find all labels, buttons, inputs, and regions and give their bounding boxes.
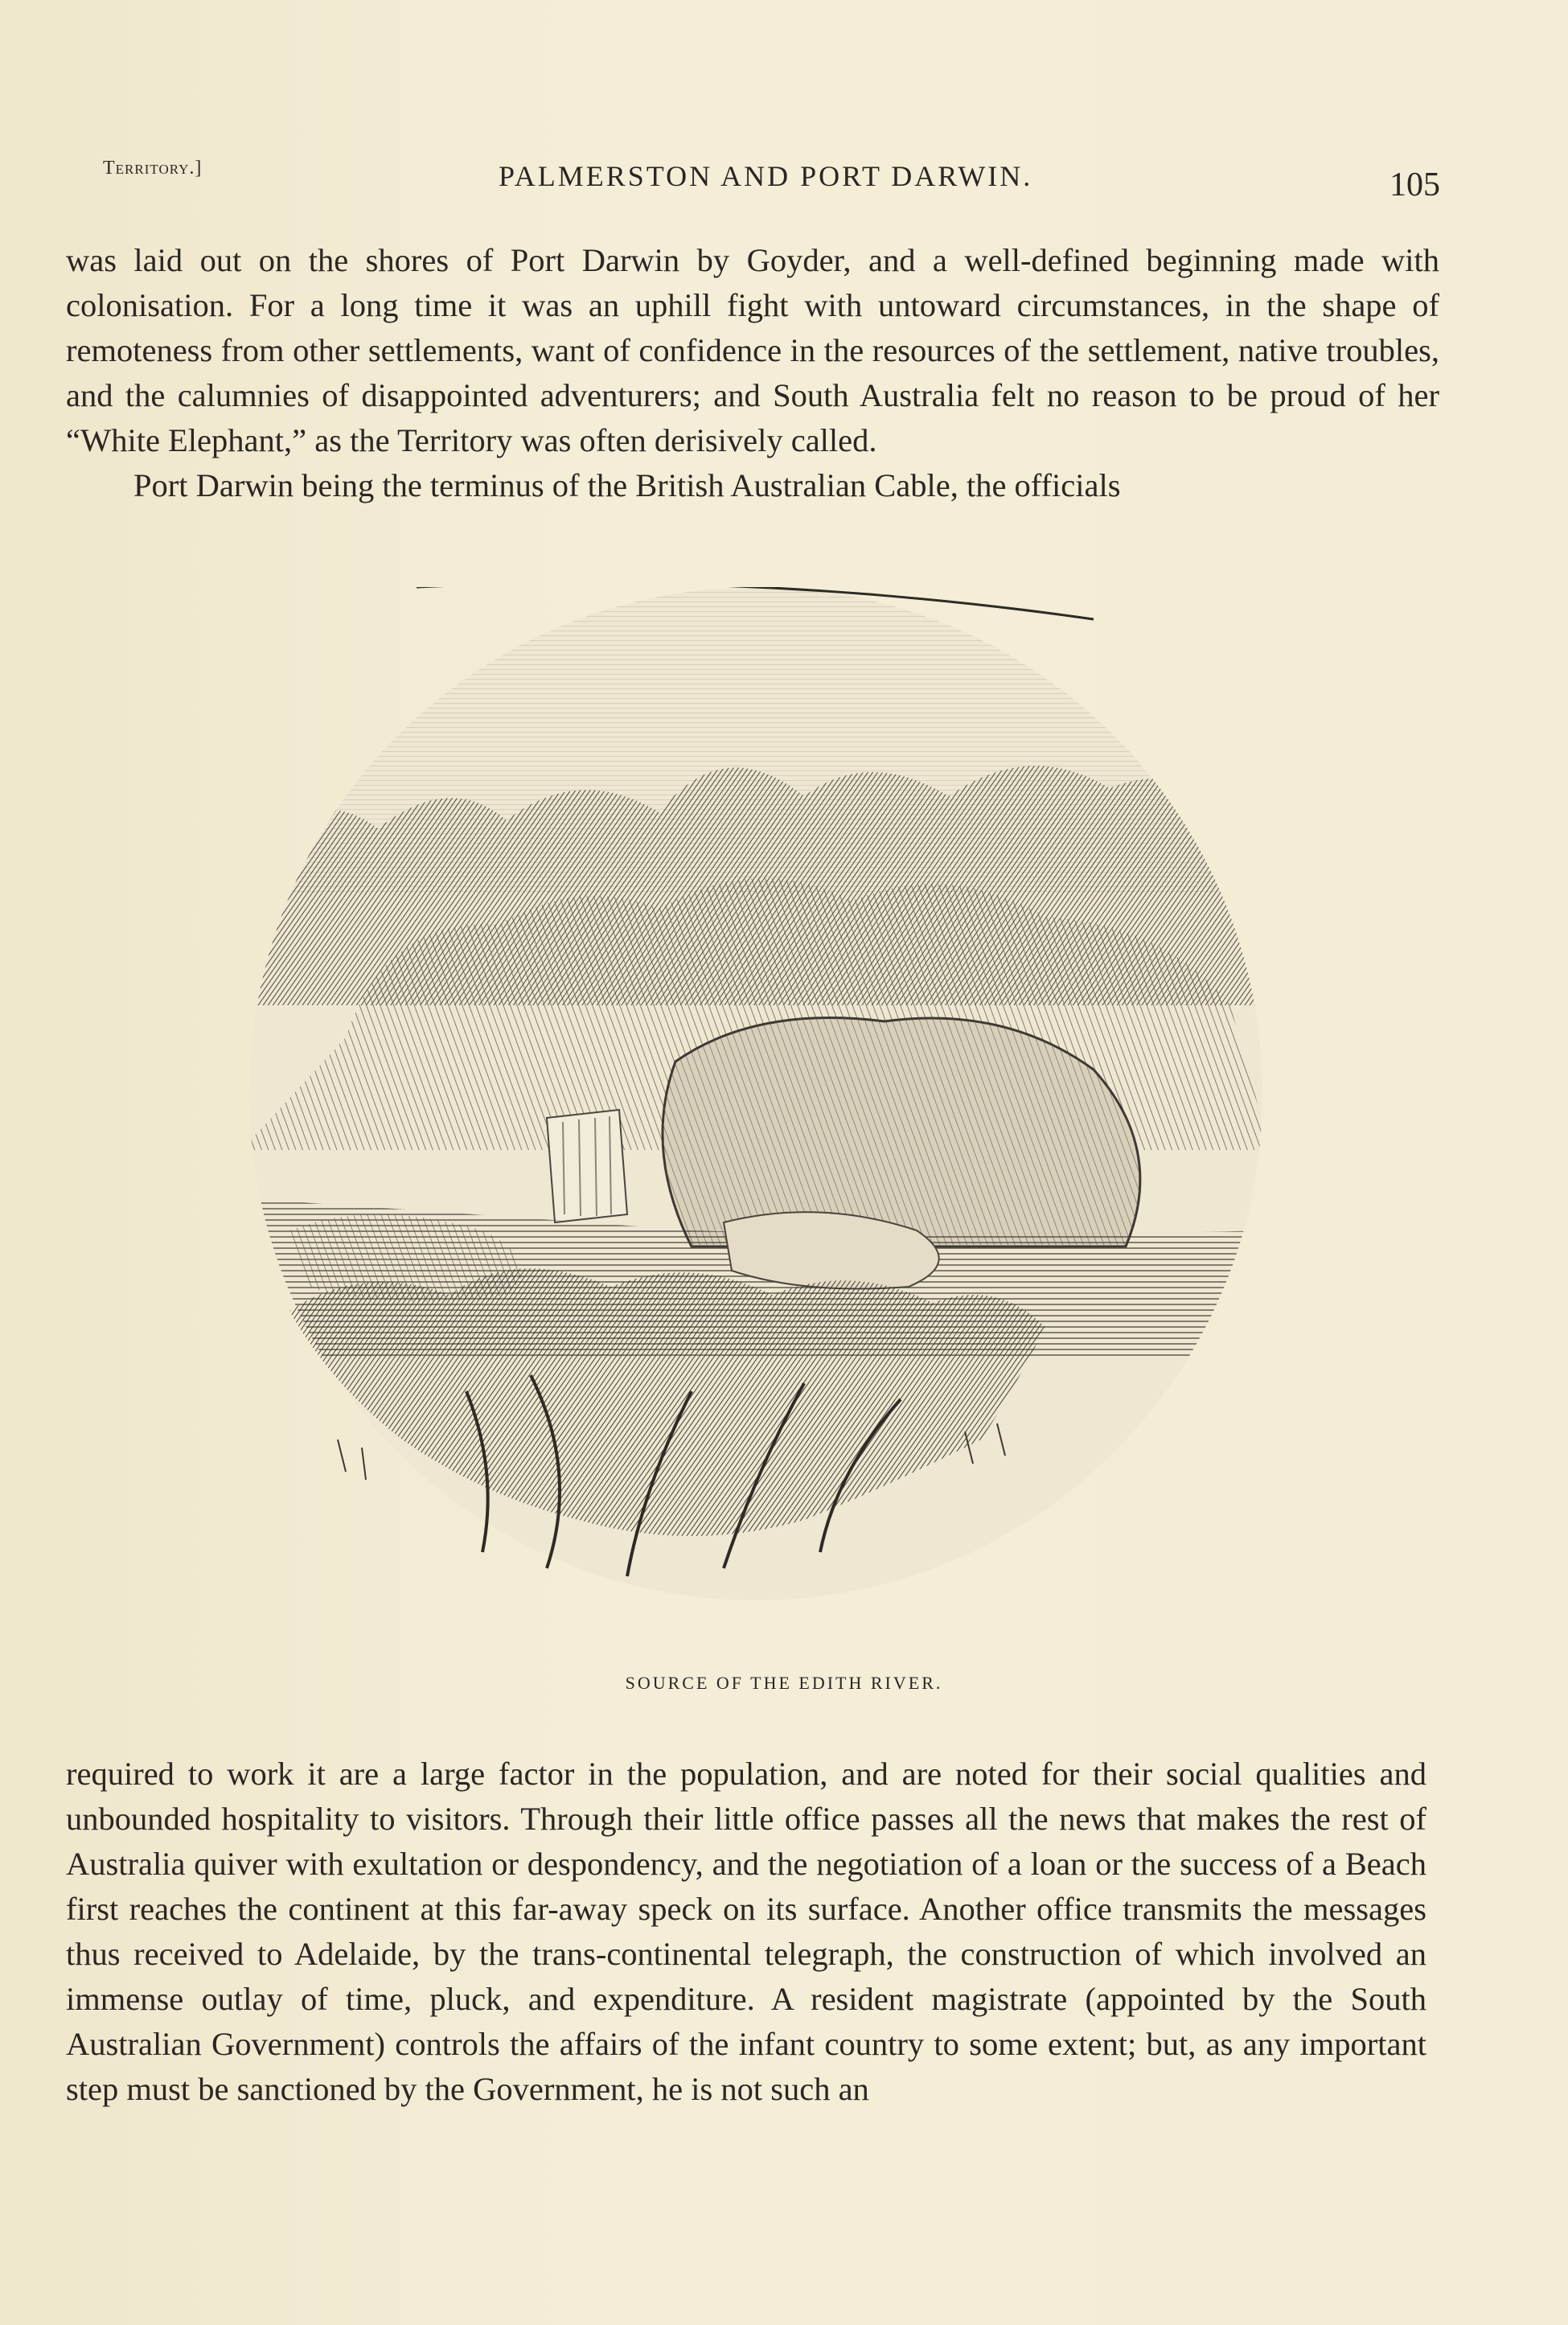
running-head xyxy=(0,153,1568,201)
paragraph-1: was laid out on the shores of Port Darwin by Goyder, and a well-defined beginning made with colonisation. For a long time it was an uphill fight with untoward circumstances, in the shape of remoteness from other settlements, want of confidence in the resources of the settlement, native troubles, and the calumnies of disappointed adventurers; and South Australia felt no reason to be proud of her “White Elephant,” as the Territory was often derisively called. xyxy=(66,242,1439,458)
section-label: Territory.] xyxy=(103,158,203,179)
text-block-bottom xyxy=(66,1752,1426,2112)
text-block-top xyxy=(66,238,1439,508)
paragraph-2-start: Port Darwin being the terminus of the British Australian Cable, the officials xyxy=(133,467,1121,503)
chapter-title: PALMERSTON AND PORT DARWIN. xyxy=(499,160,1033,192)
figure-caption: SOURCE OF THE EDITH RIVER. xyxy=(625,1673,943,1693)
paragraph-2-end: required to work it are a large factor in the population, and are noted for their social qualities and unbounded hospitality to visitors. Through their little office passes all the news that makes the rest of Australia quiver with exultation or despondency, and the negotiation of a loan or the success of a Beach first reaches the continent at this far-away speck on its surface. Another office transmits the messages thus received to Adelaide, by the trans-continental telegraph, the construction of which involved an immense outlay of time, pluck, and expenditure. A resident magistrate (appointed by the South Australian Government) controls the affairs of the infant country to some extent; but, as any important step must be sanctioned by the Government, he is not such an xyxy=(66,1756,1426,2107)
page-number: 105 xyxy=(1389,166,1440,203)
engraving-illustration xyxy=(241,587,1270,1681)
